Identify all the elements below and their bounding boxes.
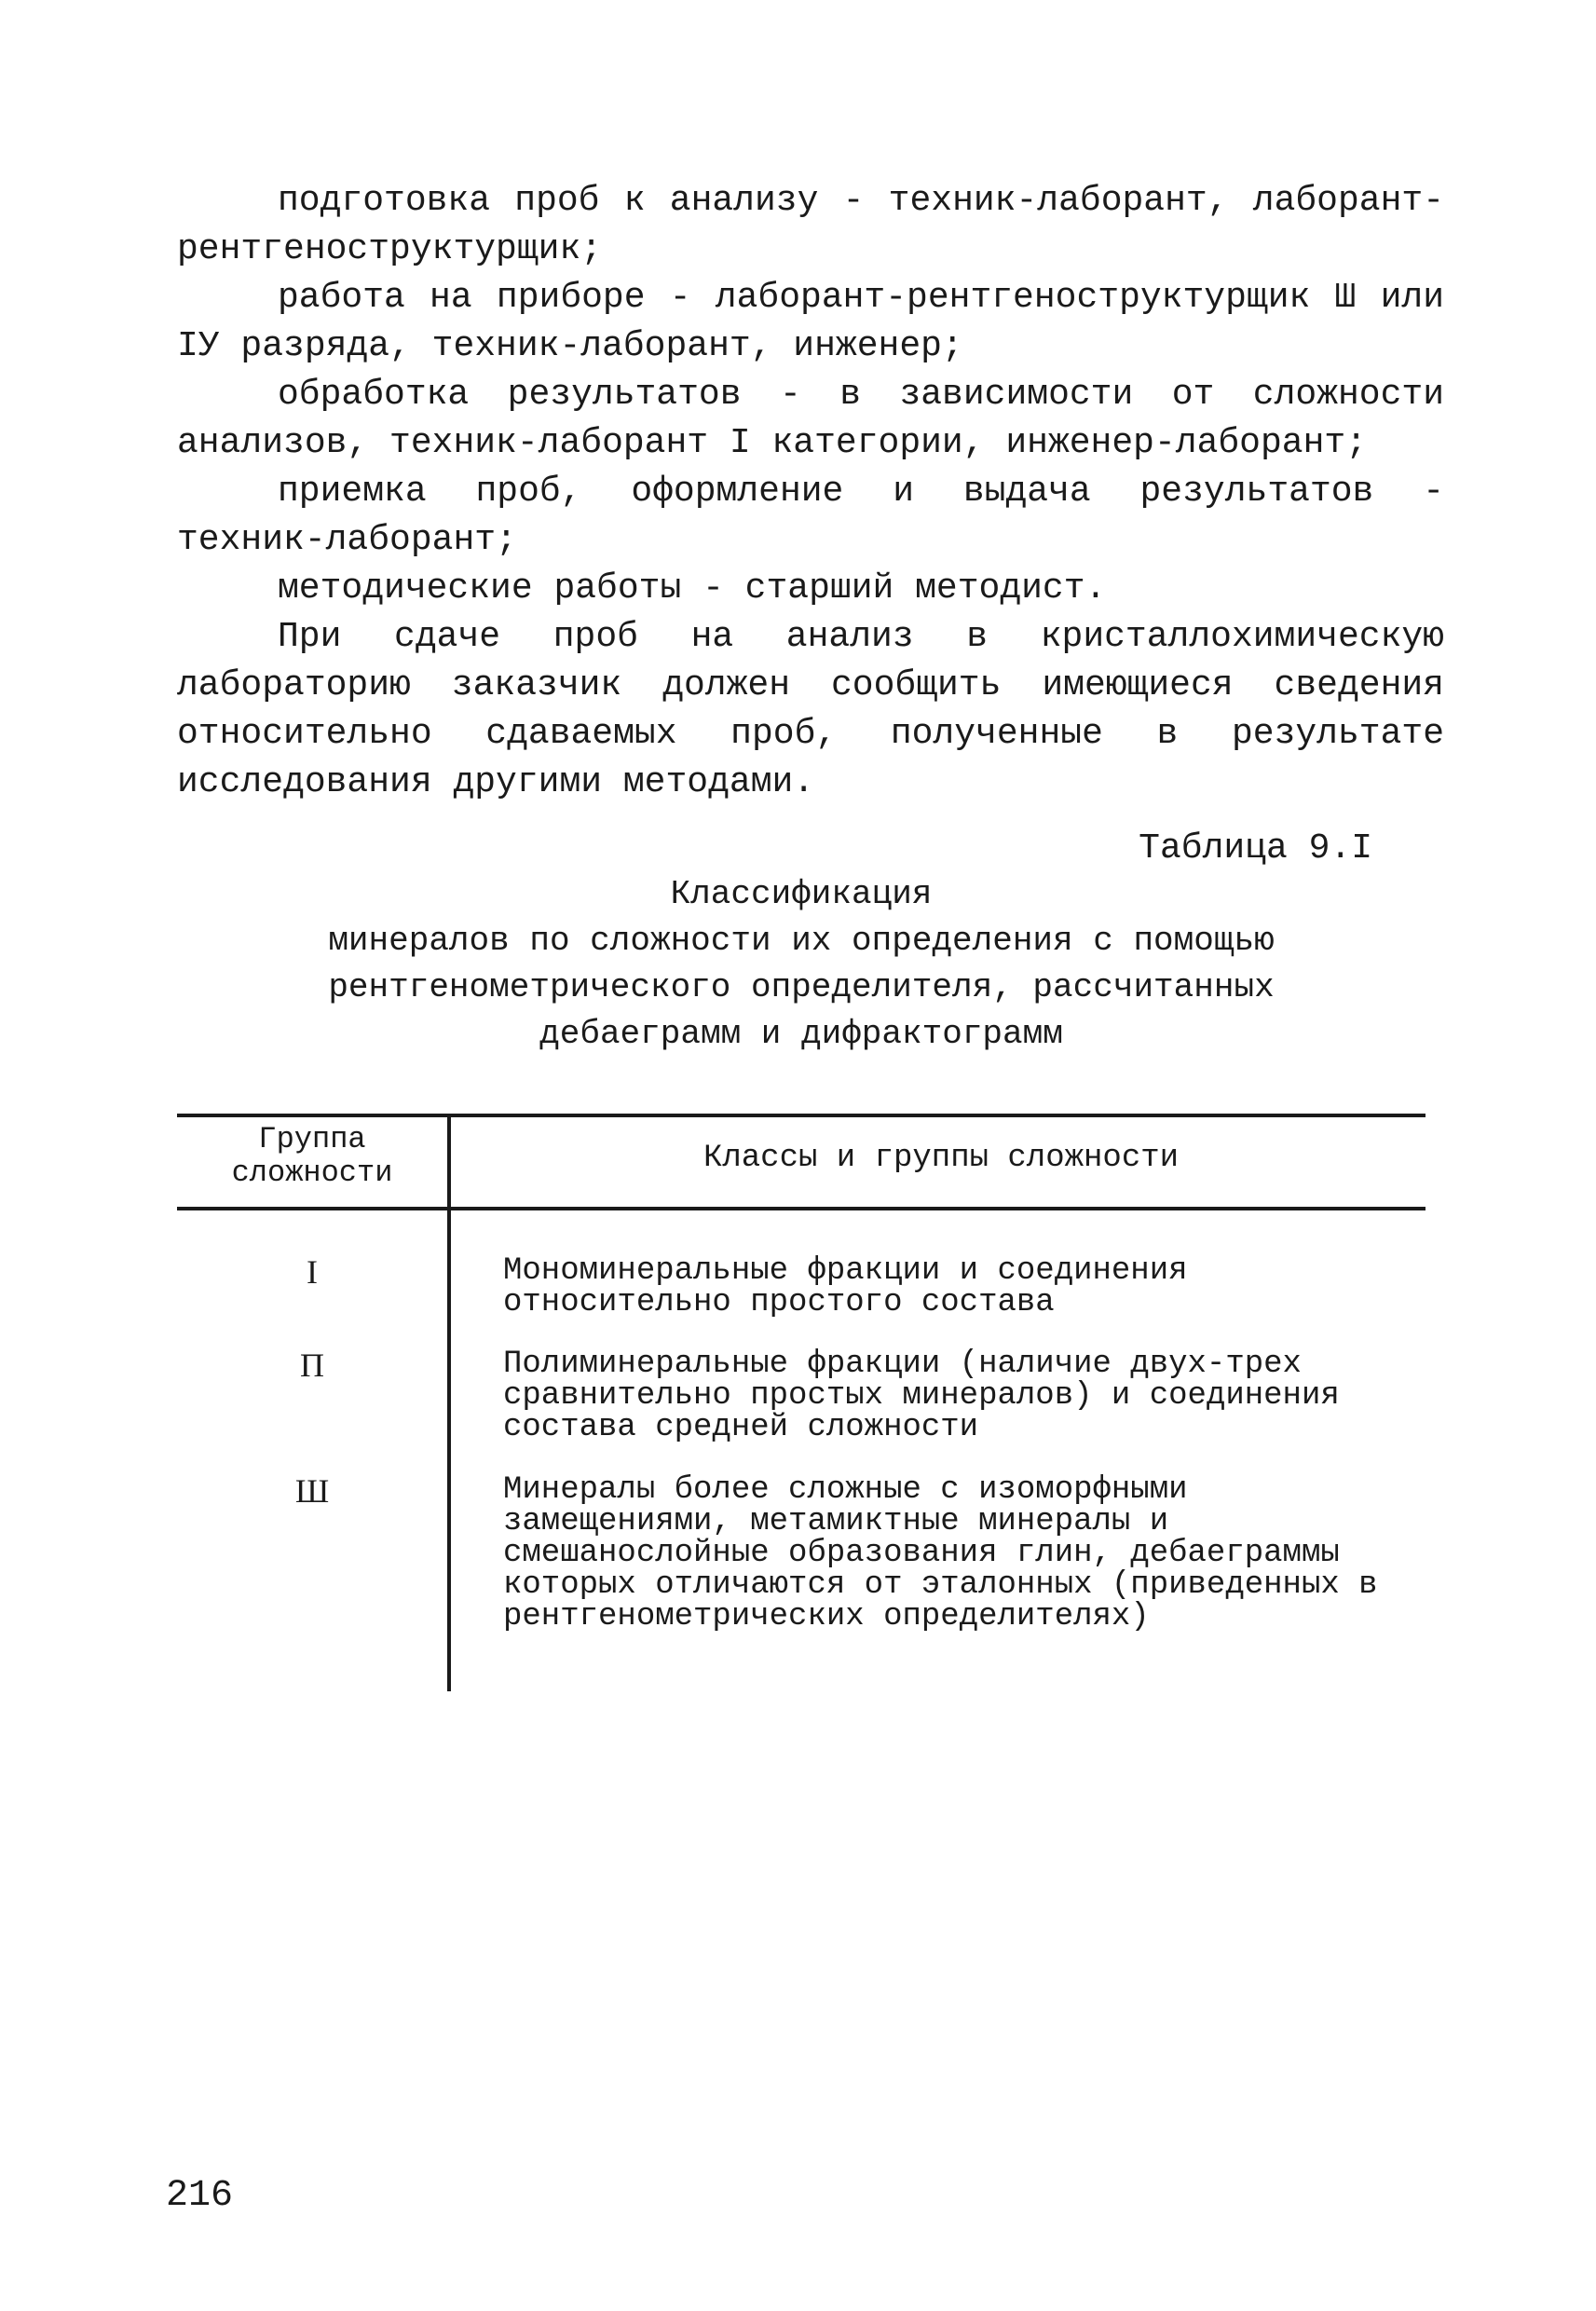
paragraph-sample-preparation: подготовка проб к анализу - техник-лаборант, лаборант-рентгеноструктурщик; [177,181,1444,269]
body-text [177,177,1444,807]
table-title [280,871,1323,1058]
table-row-description-3: Минералы более сложные с изоморфными замещениями, метамиктные минералы и смешанослойные образования глин, дебаеграммы которых отличаются от эталонных (приведенных в рентгенометрических определителях) [503,1472,1378,1634]
table-column-divider [447,1114,451,1691]
table-caption: Таблица 9.I [1139,828,1372,868]
page-number: 216 [166,2175,234,2217]
column-header-group: Группа сложности [231,1122,393,1190]
paragraph-sample-intake: приемка проб, оформление и выдача результатов - техник-лаборант; [177,472,1444,560]
table-title-line: Классификация [670,875,933,913]
paragraph-instrument-work: работа на приборе - лаборант-рентгеноструктурщик Ш или IУ разряда, техник-лаборант, инженер; [177,278,1444,366]
table-row-description-1: Мономинеральные фракции и соединения относительно простого состава [503,1253,1188,1320]
table-row-group-2: П [300,1347,324,1384]
table-row-group-1: I [307,1253,318,1291]
table-row-group-3: Ш [294,1472,330,1510]
table-title-line: дебаеграмм и дифрактограмм [539,1015,1063,1053]
table-top-rule [177,1114,1425,1117]
classification-table [177,1114,1425,1691]
table-header-rule [177,1207,1425,1210]
paragraph-submission-rules: При сдаче проб на анализ в кристаллохимическую лабораторию заказчик должен сообщить имеющиеся сведения относительно сдаваемых проб, полученные в результате исследования другими методами. [177,617,1444,802]
column-header-classes: Классы и группы сложности [703,1141,1180,1176]
table-title-line: минералов по сложности их определения с помощью [328,922,1275,960]
table-row-description-2: Полиминеральные фракции (наличие двух-трех сравнительно простых минералов) и соединения состава средней сложности [503,1347,1340,1445]
paragraph-methodical-work: методические работы - старший методист. [278,568,1107,609]
paragraph-results-processing: обработка результатов - в зависимости от сложности анализов, техник-лаборант I категории, инженер-лаборант; [177,375,1444,463]
table-title-line: рентгенометрического определителя, рассчитанных [328,968,1275,1006]
